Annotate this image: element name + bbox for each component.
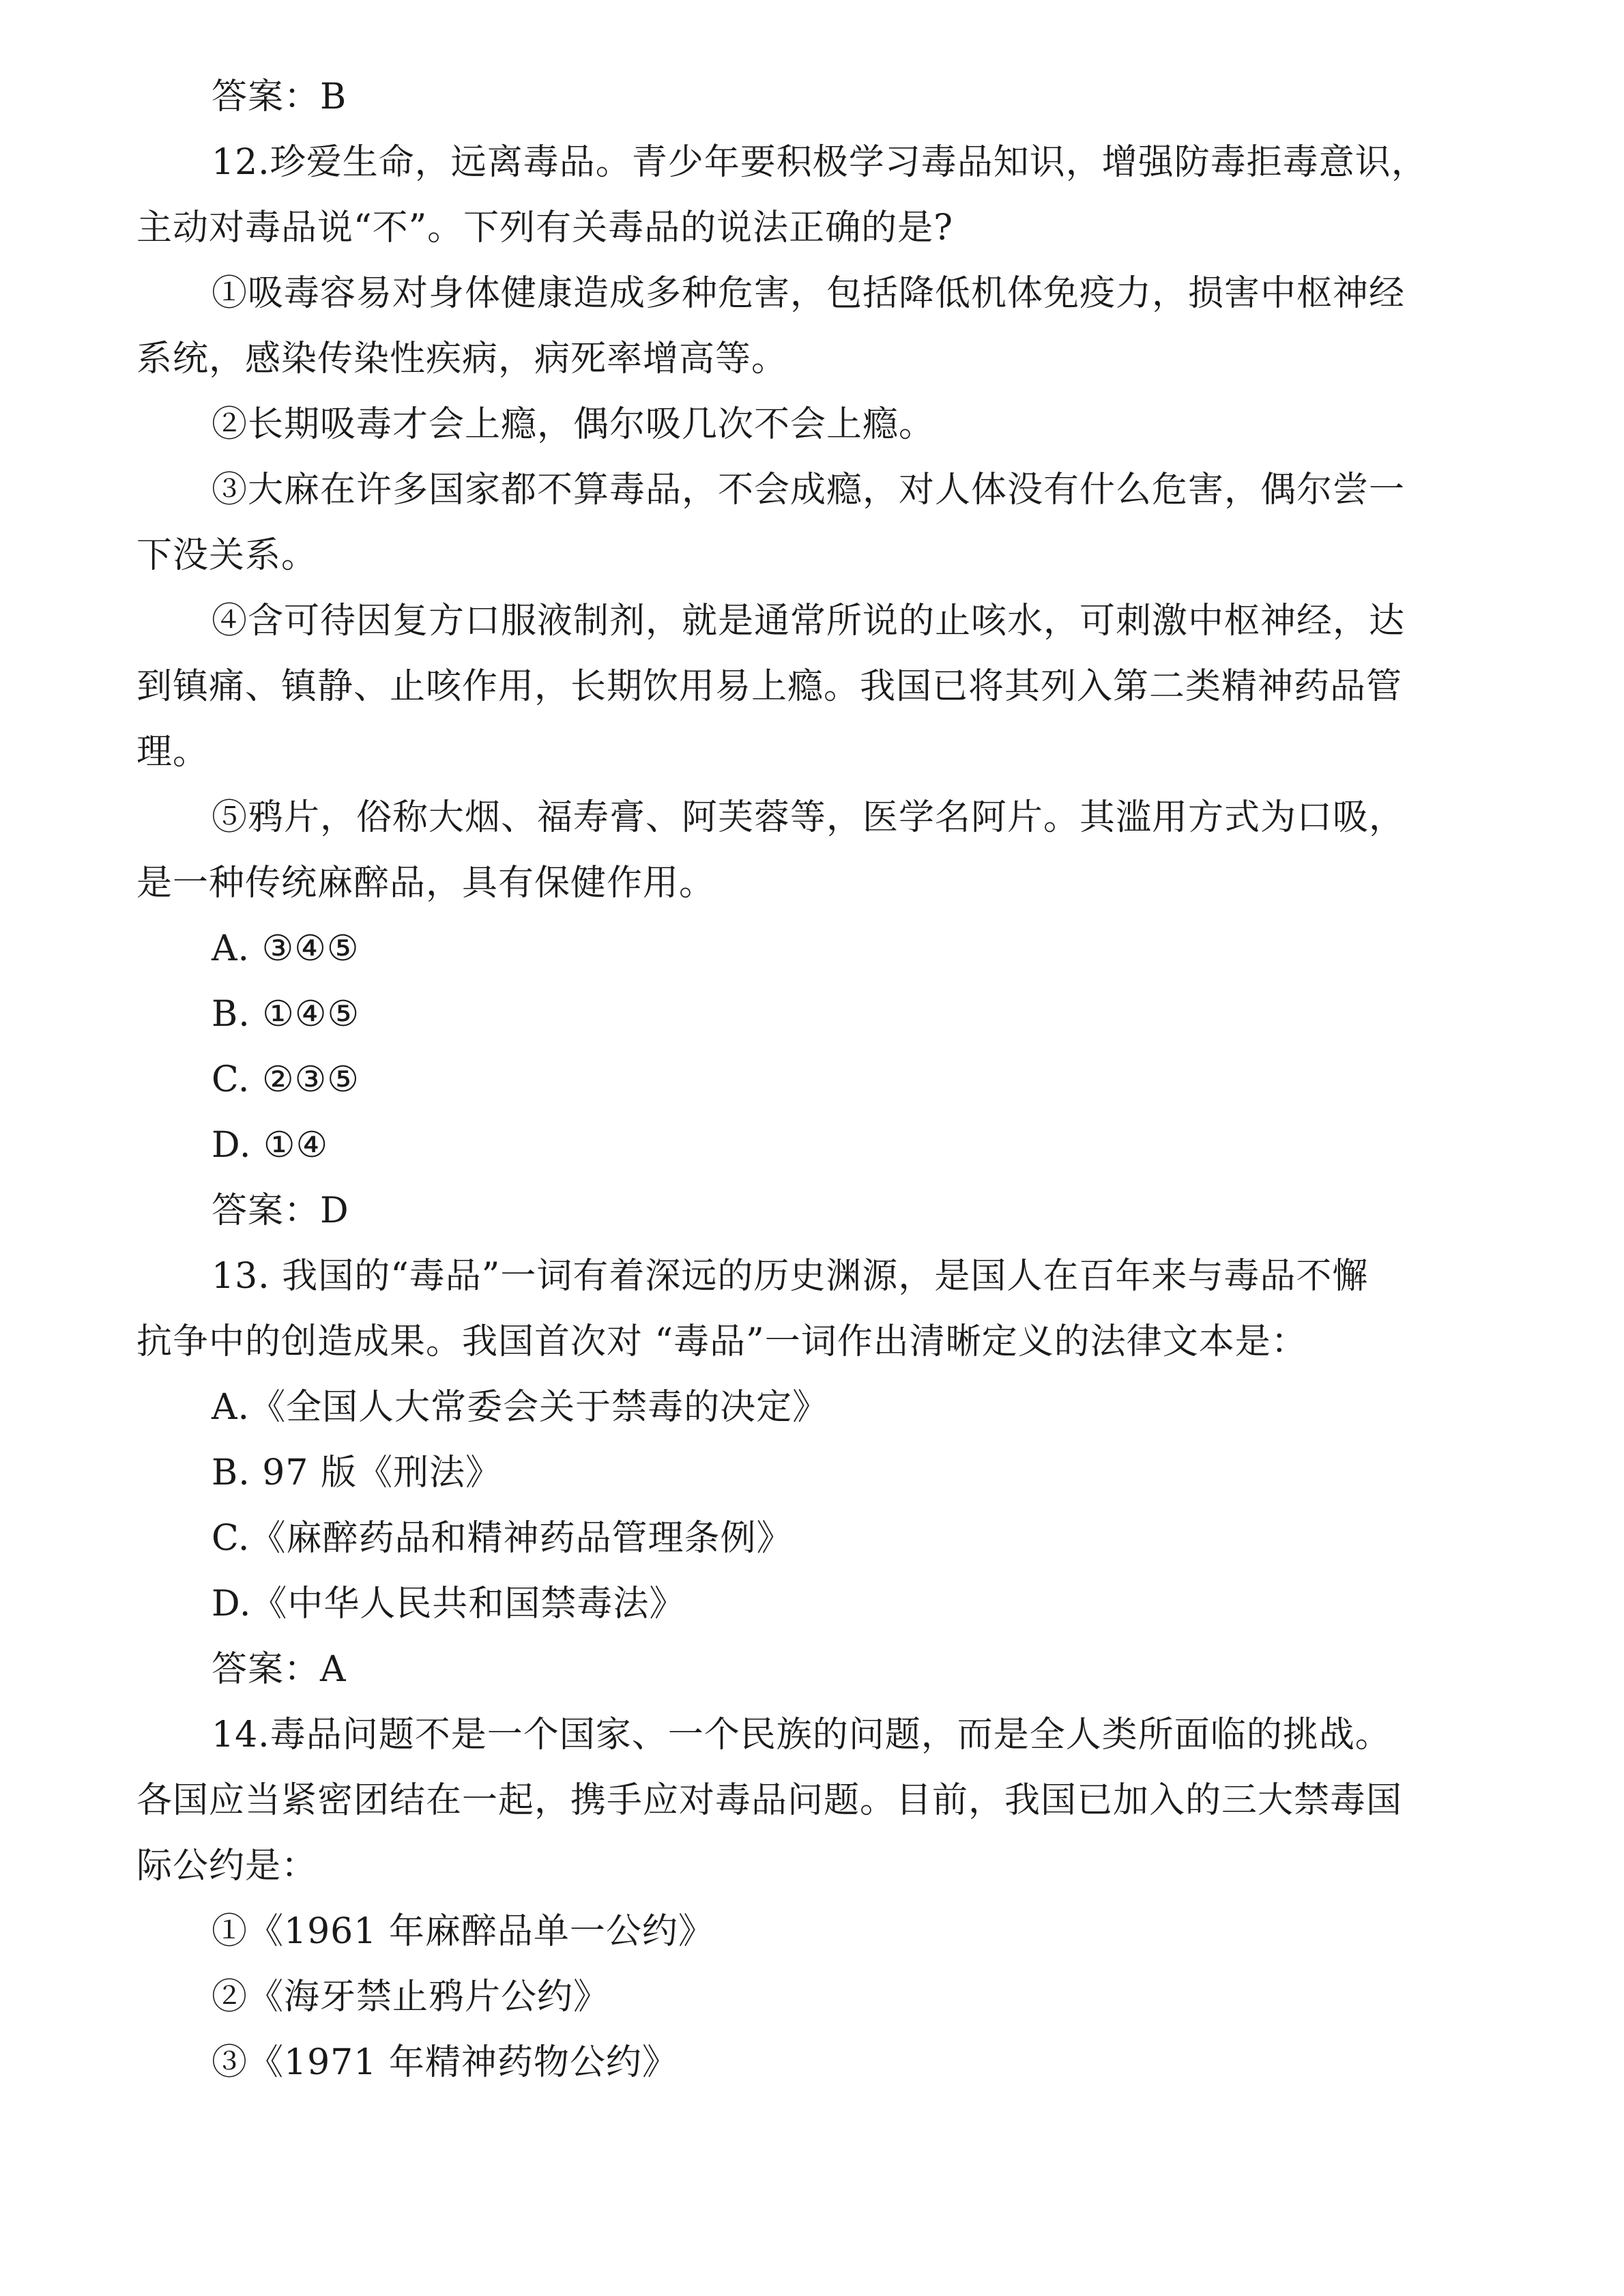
q13-stem-line2: 抗争中的创造成果。我国首次对 “毒品”一词作出清晰定义的法律文本是： xyxy=(136,1321,1307,1362)
q14-item-2: ②《海牙禁止鸦片公约》 xyxy=(212,1977,610,2018)
q12-statement-4-line1: ④含可待因复方口服液制剂，就是通常所说的止咳水，可刺激中枢神经，达 xyxy=(212,601,1406,642)
q12-statement-2: ②长期吸毒才会上瘾，偶尔吸几次不会上瘾。 xyxy=(212,404,936,445)
q12-statement-1-line2: 系统，感染传染性疾病，病死率增高等。 xyxy=(136,339,788,379)
q12-statement-3-line1: ③大麻在许多国家都不算毒品，不会成瘾，对人体没有什么危害，偶尔尝一 xyxy=(212,470,1406,511)
q12-option-d: D. ①④ xyxy=(212,1125,329,1166)
q12-statement-3-line2: 下没关系。 xyxy=(136,535,318,576)
q12-statement-5-line1: ⑤鸦片，俗称大烟、福寿膏、阿芙蓉等，医学名阿片。其滥用方式为口吸， xyxy=(212,797,1406,838)
q12-stem-line2: 主动对毒品说“不”。下列有关毒品的说法正确的是? xyxy=(136,207,954,248)
q14-stem-line2: 各国应当紧密团结在一起，携手应对毒品问题。目前，我国已加入的三大禁毒国 xyxy=(136,1780,1403,1821)
q13-answer: 答案：A xyxy=(212,1649,347,1690)
q14-stem-line3: 际公约是： xyxy=(136,1846,318,1886)
q13-option-a: A.《全国人大常委会关于禁毒的决定》 xyxy=(212,1387,829,1428)
q13-option-c: C.《麻醉药品和精神药品管理条例》 xyxy=(212,1518,793,1559)
q11-answer: 答案：B xyxy=(212,76,347,117)
q12-statement-4-line3: 理。 xyxy=(136,732,209,773)
q13-option-d: D.《中华人民共和国禁毒法》 xyxy=(212,1583,686,1624)
q12-statement-1-line1: ①吸毒容易对身体健康造成多种危害，包括降低机体免疫力，损害中枢神经 xyxy=(212,273,1406,314)
q12-stem-line1: 12.珍爱生命，远离毒品。青少年要积极学习毒品知识，增强防毒拒毒意识， xyxy=(212,142,1427,183)
q14-item-1: ①《1961 年麻醉品单一公约》 xyxy=(212,1911,714,1952)
q14-item-3: ③《1971 年精神药物公约》 xyxy=(212,2042,678,2083)
q12-option-b: B. ①④⑤ xyxy=(212,994,360,1035)
q12-option-a: A. ③④⑤ xyxy=(212,928,360,969)
q12-statement-4-line2: 到镇痛、镇静、止咳作用，长期饮用易上瘾。我国已将其列入第二类精神药品管 xyxy=(136,666,1403,707)
q12-option-c: C. ②③⑤ xyxy=(212,1059,360,1100)
q13-option-b: B. 97 版《刑法》 xyxy=(212,1452,502,1493)
q12-statement-5-line2: 是一种传统麻醉品，具有保健作用。 xyxy=(136,863,716,904)
q13-stem-line1: 13. 我国的“毒品”一词有着深远的历史渊源，是国人在百年来与毒品不懈 xyxy=(212,1256,1369,1297)
q12-answer: 答案：D xyxy=(212,1190,349,1231)
q14-stem-line1: 14.毒品问题不是一个国家、一个民族的问题，而是全人类所面临的挑战。 xyxy=(212,1714,1391,1755)
